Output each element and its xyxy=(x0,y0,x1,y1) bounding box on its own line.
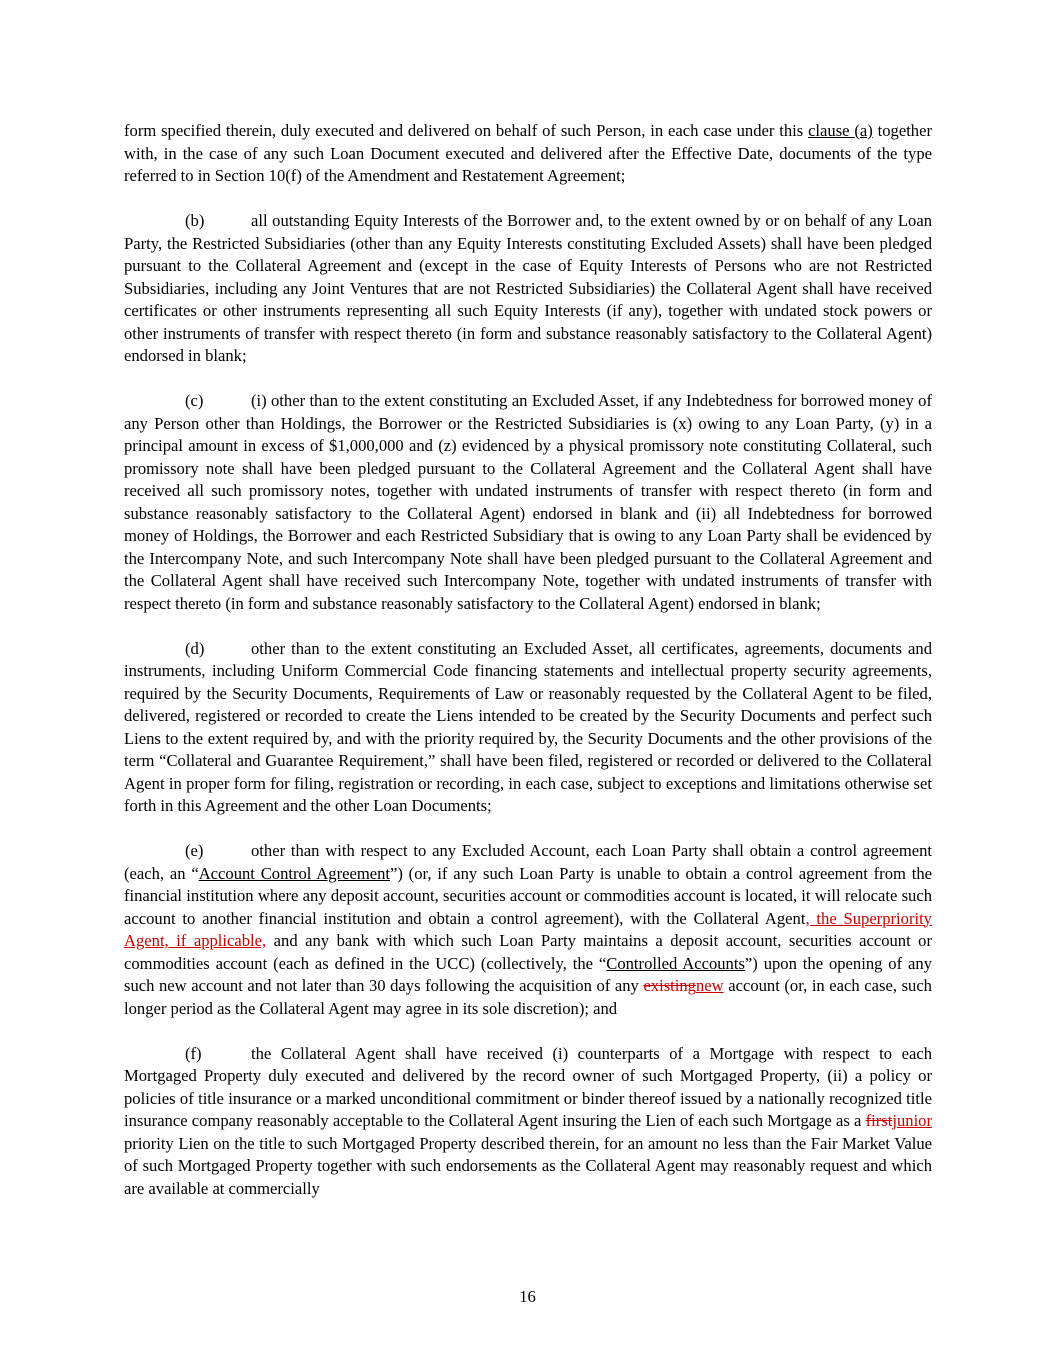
paragraph-label: (b) xyxy=(185,211,205,230)
paragraph-b xyxy=(124,210,932,368)
paragraph-label: (f) xyxy=(185,1043,202,1063)
text-run: other than with respect to any Excluded Account, each Loan Party shall obtain a control agreement (each, an “ xyxy=(124,841,932,883)
text-run: and any bank with which such Loan Party maintains a deposit account, securities account or commodities account (each as defined in the UCC) (collectively, the “ xyxy=(124,931,933,973)
inserted-text: junior xyxy=(892,1111,932,1130)
text-run: account (or, in each case, such longer period as the Collateral Agent may agree in its sole discretion); and xyxy=(124,976,932,1018)
paragraph-label: (d) xyxy=(185,638,205,658)
text-run: ”) (or, if any such Loan Party is unable to obtain a control agreement from the financial institution where any deposit account, securities account or commodities account is located, it will relocate such account to another financial institution and obtain a control agreement), with the Collateral Agent xyxy=(124,863,932,928)
paragraph-f xyxy=(124,1043,932,1201)
defined-term-account-control-agreement: Account Control Agreement xyxy=(198,863,390,883)
page-number: 16 xyxy=(519,1287,536,1306)
paragraph-intro xyxy=(124,120,932,188)
paragraph-e xyxy=(124,840,932,1020)
clause-a-reference: clause (a) xyxy=(808,121,873,140)
defined-term-controlled-accounts: Controlled Accounts xyxy=(606,953,745,973)
document-body xyxy=(124,120,932,1223)
paragraph-d xyxy=(124,638,932,818)
text-run: ”) upon the opening of any such new account and not later than 30 days following the acquisition of any xyxy=(124,953,932,995)
text-run: the Collateral Agent shall have received (i) counterparts of a Mortgage with respect to each Mortgaged Property duly executed and delivered by the record owner of such Mortgaged Property, (ii) a policy or policies of title insurance or a marked unconditional commitment or binder thereof issued by a nationally recognized title insurance company reasonably acceptable to the Collateral Agent insuring the Lien of each such Mortgage as a xyxy=(124,1043,932,1130)
paragraph-label: (e) xyxy=(185,841,204,860)
deleted-text: existing xyxy=(643,976,696,995)
inserted-text: , the Superpriority Agent, if applicable, xyxy=(124,908,932,950)
text-run: form specified therein, duly executed and delivered on behalf of such Person, in each case under this xyxy=(124,121,809,140)
text-run: priority Lien on the title to such Mortgaged Property described therein, for an amount no less than the Fair Market Value of such Mortgaged Property together with such endorsements as the Collateral Agent may reasonably request and which are available at commercially xyxy=(124,1133,932,1198)
text-run: other than to the extent constituting an Excluded Asset, all certificates, agreements, documents and instruments, including Uniform Commercial Code financing statements and intellectual property security agreements, required by the Security Documents, Requirements of Law or reasonably requested by the Collateral Agent to be filed, delivered, registered or recorded to create the Liens intended to be created by the Security Documents and perfect such Liens to the extent required by, and with the priority required by, the Security Documents and the other provisions of the term “Collateral and Guarantee Requirement,” shall have been filed, registered or recorded or delivered to the Collateral Agent in proper form for filing, registration or recording, in each case, subject to exceptions and limitations otherwise set forth in this Agreement and the other Loan Documents; xyxy=(124,638,932,815)
text-run: (i) other than to the extent constituting an Excluded Asset, if any Indebtedness for borrowed money of any Person other than Holdings, the Borrower or the Restricted Subsidiaries is (x) owing to any Loan Party, (y) in a principal amount in excess of $1,000,000 and (z) evidenced by a physical promissory note constituting Collateral, such promissory note shall have been pledged pursuant to the Collateral Agreement and the Collateral Agent shall have received all such promissory notes, together with undated instruments of transfer with respect thereto (in form and substance reasonably satisfactory to the Collateral Agent) endorsed in blank and (ii) all Indebtedness for borrowed money of Holdings, the Borrower and each Restricted Subsidiary that is owing to any Loan Party shall be evidenced by the Intercompany Note, and such Intercompany Note shall have been pledged pursuant to the Collateral Agreement and the Collateral Agent shall have received such Intercompany Note, together with undated instruments of transfer with respect thereto (in form and substance reasonably satisfactory to the Collateral Agent) endorsed in blank; xyxy=(124,391,932,613)
inserted-text: new xyxy=(695,976,724,995)
text-run: all outstanding Equity Interests of the Borrower and, to the extent owned by or on behalf of any Loan Party, the Restricted Subsidiaries (other than any Equity Interests constituting Excluded Assets) shall have been pledged pursuant to the Collateral Agreement and (except in the case of Equity Interests of Persons who are not Restricted Subsidiaries, including any Joint Ventures that are not Restricted Subsidiaries) the Collateral Agent shall have received certificates or other instruments representing all such Equity Interests (if any), together with undated stock powers or other instruments of transfer with respect thereto (in form and substance reasonably satisfactory to the Collateral Agent) endorsed in blank; xyxy=(124,211,932,365)
deleted-text: first xyxy=(865,1111,893,1130)
paragraph-label: (c) xyxy=(185,391,204,410)
text-run: together with, in the case of any such Loan Document executed and delivered after the Effective Date, documents of the type referred to in Section 10(f) of the Amendment and Restatement Agreement; xyxy=(124,121,932,185)
paragraph-c xyxy=(124,390,932,615)
